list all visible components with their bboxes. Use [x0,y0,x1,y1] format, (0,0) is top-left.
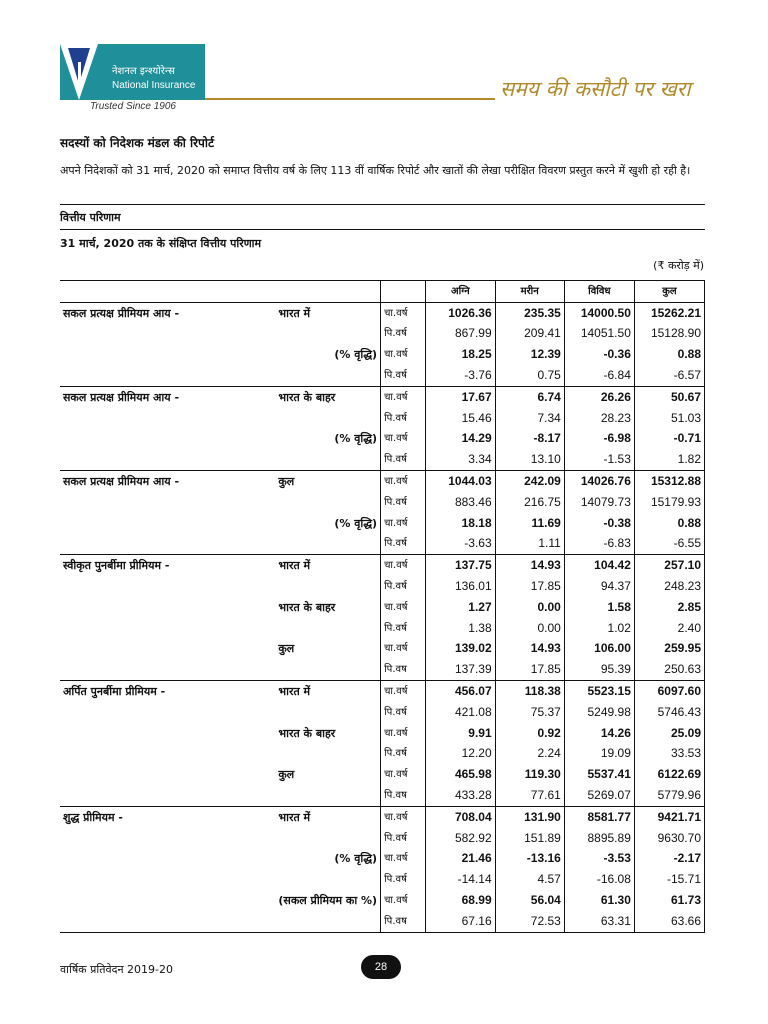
value-cell: -6.84 [564,365,634,386]
row-sublabel [275,576,380,597]
row-sublabel: (% वृद्धि) [334,516,378,530]
row-label [60,513,275,534]
row-label [60,408,275,429]
value-cell: 250.63 [634,659,704,680]
period-cell: पि.वर्ष [381,534,426,555]
value-cell: 75.37 [495,702,564,723]
table-row [60,344,705,365]
row-sublabel [275,911,380,932]
row-label [60,639,275,660]
unit-note: (₹ करोड़ में) [653,259,704,272]
value-cell: 4.57 [495,869,564,890]
value-cell: 21.46 [426,849,496,870]
row-sublabel: (सकल प्रीमियम का %) [278,894,378,907]
table-row [60,555,705,576]
period-cell: पि.वष [381,659,426,680]
table-row [60,911,705,932]
period-cell: पि.वर्ष [381,492,426,513]
value-cell: 582.92 [426,828,496,849]
row-sublabel: कुल [278,768,295,782]
row-label [60,344,275,365]
value-cell: 15262.21 [634,302,704,323]
value-cell: -6.55 [634,534,704,555]
table-row [60,534,705,555]
row-sublabel [275,534,380,555]
row-label [60,911,275,932]
value-cell: -0.36 [564,344,634,365]
row-sublabel [275,659,380,680]
row-label [60,785,275,806]
row-sublabel [275,492,380,513]
value-cell: 5523.15 [564,681,634,702]
row-label [60,365,275,386]
period-cell: पि.वर्ष [381,576,426,597]
value-cell: 1044.03 [426,471,496,492]
value-cell: 94.37 [564,576,634,597]
value-cell: 77.61 [495,785,564,806]
row-sublabel [275,869,380,890]
value-cell: 465.98 [426,764,496,785]
period-cell: चा.वर्ष [381,890,426,911]
value-cell: 61.73 [634,890,704,911]
value-cell: 67.16 [426,911,496,932]
value-cell: 456.07 [426,681,496,702]
value-cell: 15179.93 [634,492,704,513]
period-cell: चा.वर्ष [381,555,426,576]
row-label: सकल प्रत्यक्ष प्रीमियम आय - [60,471,275,492]
row-label [60,324,275,345]
value-cell: 11.69 [495,513,564,534]
value-cell: 2.24 [495,744,564,765]
value-cell: 433.28 [426,785,496,806]
table-row [60,744,705,765]
table-row [60,492,705,513]
table-row [60,785,705,806]
table-row [60,681,705,702]
table-row [60,324,705,345]
value-cell: 259.95 [634,639,704,660]
row-sublabel [275,408,380,429]
table-row [60,429,705,450]
sub-heading: 31 मार्च, 2020 तक के संक्षिप्त वित्तीय परिणाम [60,237,262,250]
row-label [60,429,275,450]
period-cell: चा.वर्ष [381,471,426,492]
period-cell: चा.वर्ष [381,429,426,450]
row-sublabel [275,324,380,345]
value-cell: 1.82 [634,449,704,470]
value-cell: 95.39 [564,659,634,680]
value-cell: 63.31 [564,911,634,932]
value-cell: -6.83 [564,534,634,555]
value-cell: -1.53 [564,449,634,470]
value-cell: 14000.50 [564,302,634,323]
value-cell: 118.38 [495,681,564,702]
column-header: मरीन [495,281,564,303]
value-cell: 131.90 [495,806,564,827]
value-cell: -3.53 [564,849,634,870]
period-cell: चा.वर्ष [381,344,426,365]
row-sublabel [275,618,380,639]
row-sublabel: कुल [275,471,380,492]
table-row [60,639,705,660]
header-tagline: समय की कसौटी पर खरा [500,77,691,101]
value-cell: 12.20 [426,744,496,765]
row-sublabel: (% वृद्धि) [334,852,378,866]
value-cell: 68.99 [426,890,496,911]
value-cell: 61.30 [564,890,634,911]
value-cell: 17.67 [426,386,496,407]
row-sublabel [275,449,380,470]
value-cell: 17.85 [495,576,564,597]
row-label [60,449,275,470]
period-cell: चा.वर्ष [381,302,426,323]
value-cell: 0.00 [495,597,564,618]
value-cell: -0.71 [634,429,704,450]
value-cell: 5746.43 [634,702,704,723]
row-sublabel: भारत में [275,681,380,702]
column-header: अग्नि [426,281,496,303]
table-row [60,302,705,323]
value-cell: 19.09 [564,744,634,765]
row-sublabel [275,828,380,849]
row-sublabel: भारत में [275,806,380,827]
row-label [60,890,275,911]
value-cell: 56.04 [495,890,564,911]
value-cell: -6.98 [564,429,634,450]
value-cell: 242.09 [495,471,564,492]
value-cell: 14.29 [426,429,496,450]
row-label: अर्पित पुनर्बीमा प्रीमियम - [60,681,275,702]
row-label [60,849,275,870]
value-cell: -8.17 [495,429,564,450]
period-cell: चा.वर्ष [381,764,426,785]
row-label [60,723,275,744]
value-cell: 104.42 [564,555,634,576]
value-cell: 1.27 [426,597,496,618]
table-row [60,849,705,870]
table-row [60,618,705,639]
value-cell: 137.75 [426,555,496,576]
logo-text-hindi: नेशनल इन्श्योरेन्स [112,66,175,77]
value-cell: 2.85 [634,597,704,618]
row-label: स्वीकृत पुनर्बीमा प्रीमियम - [60,555,275,576]
value-cell: 18.18 [426,513,496,534]
period-cell: चा.वर्ष [381,386,426,407]
table-row [60,869,705,890]
value-cell: 151.89 [495,828,564,849]
row-sublabel [275,744,380,765]
table-row [60,576,705,597]
value-cell: 33.53 [634,744,704,765]
table-row [60,471,705,492]
value-cell: 6.74 [495,386,564,407]
period-cell: पि.वर्ष [381,324,426,345]
row-sublabel: कुल [278,642,295,656]
row-label: शुद्ध प्रीमियम - [60,806,275,827]
value-cell: 12.39 [495,344,564,365]
row-label [60,492,275,513]
value-cell: 14051.50 [564,324,634,345]
value-cell: 9421.71 [634,806,704,827]
value-cell: 0.75 [495,365,564,386]
value-cell: 235.35 [495,302,564,323]
value-cell: 14.26 [564,723,634,744]
value-cell: 9630.70 [634,828,704,849]
value-cell: 7.34 [495,408,564,429]
footer-text: वार्षिक प्रतिवेदन 2019-20 [60,963,174,976]
value-cell: 14026.76 [564,471,634,492]
table-row [60,828,705,849]
value-cell: 9.91 [426,723,496,744]
row-label [60,744,275,765]
value-cell: 257.10 [634,555,704,576]
period-cell: चा.वर्ष [381,597,426,618]
intro-paragraph: अपने निदेशकों को 31 मार्च, 2020 को समाप्त वित्तीय वर्ष के लिए 113 वीं वार्षिक रिपोर्ट और खातों की लेखा परीक्षित विवरण प्रस्तुत करने में खुशी हो रही है। [60,164,691,177]
period-cell: पि.वर्ष [381,618,426,639]
value-cell: 1026.36 [426,302,496,323]
value-cell: 5249.98 [564,702,634,723]
table-header-row [60,281,705,303]
row-sublabel [275,785,380,806]
value-cell: 14.93 [495,639,564,660]
value-cell: 1.58 [564,597,634,618]
value-cell: -2.17 [634,849,704,870]
value-cell: 0.00 [495,618,564,639]
logo-tagline: Trusted Since 1906 [90,101,176,112]
period-cell: चा.वर्ष [381,849,426,870]
value-cell: 139.02 [426,639,496,660]
value-cell: 8895.89 [564,828,634,849]
section-rule-top [60,204,705,205]
period-cell: चा.वर्ष [381,513,426,534]
value-cell: 3.34 [426,449,496,470]
row-sublabel [275,702,380,723]
table-row [60,764,705,785]
period-cell: चा.वर्ष [381,681,426,702]
value-cell: 14.93 [495,555,564,576]
value-cell: 119.30 [495,764,564,785]
value-cell: 1.11 [495,534,564,555]
value-cell: 5269.07 [564,785,634,806]
row-sublabel: भारत के बाहर [275,386,380,407]
period-cell: पि.वष [381,785,426,806]
table-row [60,408,705,429]
table-row [60,365,705,386]
value-cell: 137.39 [426,659,496,680]
value-cell: 14079.73 [564,492,634,513]
value-cell: -16.08 [564,869,634,890]
column-header: कुल [634,281,704,303]
row-sublabel: भारत के बाहर [278,726,336,740]
row-label: सकल प्रत्यक्ष प्रीमियम आय - [60,386,275,407]
value-cell: 106.00 [564,639,634,660]
value-cell: 51.03 [634,408,704,429]
value-cell: -3.76 [426,365,496,386]
row-label [60,618,275,639]
period-cell: पि.वर्ष [381,702,426,723]
value-cell: 8581.77 [564,806,634,827]
value-cell: 28.23 [564,408,634,429]
row-label [60,659,275,680]
value-cell: -13.16 [495,849,564,870]
value-cell: 18.25 [426,344,496,365]
column-header: विविध [564,281,634,303]
row-label [60,597,275,618]
row-sublabel: (% वृद्धि) [334,432,378,446]
value-cell: 15128.90 [634,324,704,345]
row-sublabel: भारत में [275,555,380,576]
row-label [60,764,275,785]
value-cell: 5537.41 [564,764,634,785]
value-cell: 0.88 [634,344,704,365]
row-label: सकल प्रत्यक्ष प्रीमियम आय - [60,302,275,323]
value-cell: 13.10 [495,449,564,470]
row-label [60,869,275,890]
value-cell: 0.88 [634,513,704,534]
value-cell: 17.85 [495,659,564,680]
period-cell: चा.वर्ष [381,723,426,744]
period-cell: पि.वर्ष [381,449,426,470]
period-cell: पि.वर्ष [381,408,426,429]
value-cell: 883.46 [426,492,496,513]
row-sublabel: भारत के बाहर [278,600,336,614]
row-sublabel: भारत में [275,302,380,323]
table-row [60,702,705,723]
table-row [60,449,705,470]
value-cell: -15.71 [634,869,704,890]
section-rule-bottom [60,229,705,230]
table-row [60,597,705,618]
value-cell: 15312.88 [634,471,704,492]
table-row [60,513,705,534]
value-cell: 1.02 [564,618,634,639]
period-cell: पि.वर्ष [381,744,426,765]
table-row [60,723,705,744]
value-cell: 0.92 [495,723,564,744]
row-sublabel [275,365,380,386]
value-cell: 2.40 [634,618,704,639]
value-cell: 15.46 [426,408,496,429]
value-cell: 1.38 [426,618,496,639]
value-cell: 5779.96 [634,785,704,806]
financial-results-table [60,280,705,933]
period-cell: पि.वर्ष [381,828,426,849]
page-number: 28 [361,955,401,979]
row-label [60,702,275,723]
value-cell: 50.67 [634,386,704,407]
value-cell: 6097.60 [634,681,704,702]
logo-text-english: National Insurance [112,80,196,91]
value-cell: -0.38 [564,513,634,534]
value-cell: 25.09 [634,723,704,744]
period-cell: पि.वष [381,911,426,932]
header-divider [205,98,495,100]
period-cell: पि.वर्ष [381,365,426,386]
value-cell: -6.57 [634,365,704,386]
value-cell: 421.08 [426,702,496,723]
section-heading: वित्तीय परिणाम [60,211,121,224]
value-cell: 26.26 [564,386,634,407]
value-cell: -14.14 [426,869,496,890]
row-label [60,828,275,849]
period-cell: पि.वर्ष [381,869,426,890]
value-cell: 209.41 [495,324,564,345]
row-label [60,534,275,555]
period-cell: चा.वर्ष [381,806,426,827]
value-cell: 72.53 [495,911,564,932]
table-row [60,890,705,911]
value-cell: 867.99 [426,324,496,345]
table-row [60,806,705,827]
value-cell: 63.66 [634,911,704,932]
value-cell: 216.75 [495,492,564,513]
value-cell: 136.01 [426,576,496,597]
value-cell: 248.23 [634,576,704,597]
row-sublabel: (% वृद्धि) [334,348,378,362]
table-row [60,386,705,407]
row-label [60,576,275,597]
value-cell: -3.63 [426,534,496,555]
report-title: सदस्यों को निदेशक मंडल की रिपोर्ट [60,136,214,150]
period-cell: चा.वर्ष [381,639,426,660]
table-row [60,659,705,680]
value-cell: 708.04 [426,806,496,827]
value-cell: 6122.69 [634,764,704,785]
